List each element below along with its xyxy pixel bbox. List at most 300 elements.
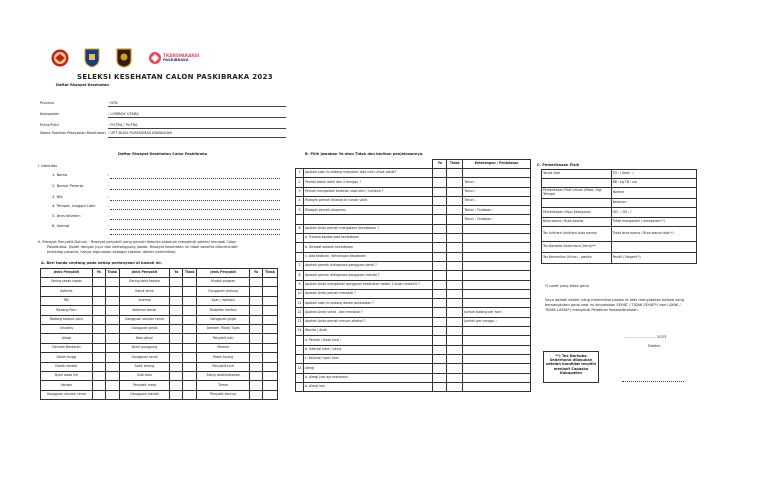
keterangan-field[interactable] [463, 224, 531, 233]
shield-logo [84, 48, 100, 68]
disease-name: Asthma [41, 287, 93, 296]
box-line: Kabupaten [559, 370, 583, 375]
tidak-checkbox[interactable] [447, 382, 463, 391]
identity-label: 6. Alamat [52, 224, 70, 228]
question-text: b. Interval haid / siklus [303, 345, 432, 354]
tidak-checkbox[interactable] [183, 278, 197, 287]
exam-table [541, 169, 697, 264]
disease-name: Sulit tidur [119, 371, 170, 380]
ya-checkbox[interactable] [250, 278, 263, 287]
keterangan-field[interactable] [463, 243, 531, 252]
ya-checkbox[interactable] [92, 287, 105, 296]
identity-label: 1. Nama [52, 173, 68, 177]
left-section-title: Daftar Riwayat Kesehatan Calon Paskibraka [118, 152, 208, 156]
tidak-checkbox[interactable] [447, 169, 463, 178]
question-text: Apakah Anda pernah minum alkohol ? [303, 317, 432, 326]
keterangan-field[interactable]: Tahun : Tindakan : [463, 215, 531, 224]
ya-checkbox[interactable] [92, 381, 105, 390]
keterangan-field[interactable]: Tahun : [463, 187, 531, 196]
tidak-checkbox[interactable] [447, 317, 463, 326]
keterangan-field[interactable] [463, 289, 531, 298]
ya-checkbox[interactable] [92, 315, 105, 324]
logo-text-2: PASKIBRAKA [163, 58, 189, 62]
ya-checkbox[interactable] [433, 327, 447, 336]
tidak-checkbox[interactable] [447, 261, 463, 270]
exam-label: Pemeriksaan Visus Ketajaman [542, 208, 612, 218]
disease-name: Gangguan jantung [197, 287, 250, 296]
right-heading: C. Pemeriksaan Fisik [537, 163, 580, 167]
tidak-checkbox[interactable] [262, 362, 277, 371]
disease-name: Patah tulang [197, 353, 250, 362]
keterangan-field[interactable] [463, 373, 531, 382]
ya-checkbox[interactable] [433, 187, 447, 196]
question-row [296, 234, 531, 243]
tidak-checkbox[interactable] [447, 336, 463, 345]
tidak-checkbox[interactable] [262, 287, 277, 296]
ya-checkbox[interactable] [433, 215, 447, 224]
ya-checkbox[interactable] [433, 206, 447, 215]
ya-checkbox[interactable] [92, 296, 105, 305]
ya-checkbox[interactable] [433, 252, 447, 261]
tidak-checkbox[interactable] [447, 299, 463, 308]
tidak-checkbox[interactable] [447, 354, 463, 363]
exam-value[interactable]: Tidak buta warna / Buta warna total *) [611, 227, 696, 242]
tidak-checkbox[interactable] [262, 306, 277, 315]
disease-name: Alergi obat/makanan [197, 371, 250, 380]
col-header-tidak: Tidak [447, 160, 463, 169]
disease-name: TBC [41, 296, 93, 305]
tidak-checkbox[interactable] [447, 187, 463, 196]
question-number [296, 336, 304, 345]
ya-checkbox[interactable] [92, 371, 105, 380]
meta-label: Putra/Putri [40, 123, 59, 127]
disease-name: Penyakit hati [197, 334, 250, 343]
question-number: 1 [296, 169, 304, 178]
ya-checkbox[interactable] [433, 224, 447, 233]
ya-checkbox[interactable] [433, 354, 447, 363]
question-row [296, 289, 531, 298]
question-number: 2 [296, 178, 304, 187]
meta-value: : UPT BLUD PUSKESMAS KAYANGAN [108, 131, 172, 135]
col-header: Tidak [262, 269, 277, 278]
ya-checkbox[interactable] [250, 343, 263, 352]
tidak-checkbox[interactable] [105, 381, 119, 390]
tidak-checkbox[interactable] [183, 324, 197, 333]
ya-checkbox[interactable] [433, 280, 447, 289]
question-number [296, 373, 304, 382]
keterangan-field[interactable] [463, 261, 531, 270]
ya-checkbox[interactable] [433, 234, 447, 243]
ya-checkbox[interactable] [250, 287, 263, 296]
ya-checkbox[interactable] [433, 196, 447, 205]
exam-row [542, 227, 697, 242]
question-row [296, 243, 531, 252]
meta-label: Provinsi [40, 101, 54, 105]
disease-name: Nyeri punggung [119, 343, 170, 352]
disease-name: Penyakit lainnya [197, 390, 250, 399]
table-row [41, 353, 278, 362]
tidak-checkbox[interactable] [447, 280, 463, 289]
question-row [296, 327, 531, 336]
tidak-checkbox[interactable] [447, 327, 463, 336]
table-row [41, 287, 278, 296]
disease-name: Gangguan mental [119, 390, 170, 399]
question-table-header [296, 160, 531, 169]
emblem-logo [115, 48, 133, 68]
history-paragraph-2: Paskibraka. (Isilah dengan jujur dan bertanggung jawab. Riwayat kesehatan ini tidak bersifat diskriminatif [47, 245, 238, 249]
ya-checkbox[interactable] [433, 261, 447, 270]
exam-value[interactable]: OD : / OS : / [611, 208, 696, 218]
tidak-checkbox[interactable] [183, 371, 197, 380]
disease-name: Demam Tifoid/ Tipes [197, 324, 250, 333]
question-text: c. Ada kelainan, kehilangan kesadaran [303, 252, 432, 261]
identity-value: : [108, 184, 110, 188]
tidak-checkbox[interactable] [183, 296, 197, 305]
ya-checkbox[interactable] [433, 345, 447, 354]
question-text: Apakah saat ini sedang menjalani diet rutin untuk sehat? [303, 169, 432, 178]
exam-row [542, 208, 697, 218]
keterangan-field[interactable]: Jumlah per minggu : [463, 317, 531, 326]
question-row [296, 187, 531, 196]
identity-value: : [108, 224, 110, 228]
tidak-checkbox[interactable] [262, 343, 277, 352]
ya-checkbox[interactable] [250, 353, 263, 362]
tidak-checkbox[interactable] [447, 289, 463, 298]
table-row [41, 315, 278, 324]
table-row [41, 306, 278, 315]
statement-line-3: TIDAK LAYAK*) mengikuti Pelatihan Kepaskibrakaan. [545, 308, 639, 312]
question-row [296, 261, 531, 270]
ya-checkbox[interactable] [170, 334, 183, 343]
keterangan-field[interactable] [463, 271, 531, 280]
tidak-checkbox[interactable] [183, 343, 197, 352]
tidak-checkbox[interactable] [447, 252, 463, 261]
keterangan-field[interactable] [463, 299, 531, 308]
ya-checkbox[interactable] [170, 343, 183, 352]
ya-checkbox[interactable] [250, 371, 263, 380]
tidak-checkbox[interactable] [447, 206, 463, 215]
disease-table-title: A. Beri tanda centang pada setiap pertanyaan di bawah ini. [41, 261, 162, 265]
question-text: a. Pernah / tidak haid : [303, 336, 432, 345]
table-row [41, 334, 278, 343]
tidak-checkbox[interactable] [105, 287, 119, 296]
tidak-checkbox[interactable] [183, 381, 197, 390]
exam-label: Tes Kehamilan (Urine) - wanita [542, 253, 612, 264]
ya-checkbox[interactable] [170, 287, 183, 296]
table-row [41, 278, 278, 287]
disease-name: Malaria [197, 343, 250, 352]
disease-name: Batu ginjal [119, 334, 170, 343]
question-row [296, 196, 531, 205]
ya-checkbox[interactable] [250, 381, 263, 390]
exam-label: Tes Narkoba Sederhana (Urine)** [542, 242, 612, 253]
ya-checkbox[interactable] [250, 315, 263, 324]
keterangan-field[interactable] [463, 345, 531, 354]
disease-name: Gangguan saluran cerna [119, 315, 170, 324]
ya-checkbox[interactable] [92, 306, 105, 315]
col-header: Tidak [105, 269, 119, 278]
middle-heading: B. Pilih jawaban Ya atau Tidak dan berikan penjelasannya. [305, 152, 424, 156]
exam-value[interactable] [611, 242, 696, 253]
ya-checkbox[interactable] [433, 169, 447, 178]
table-row [41, 390, 278, 399]
ya-checkbox[interactable] [92, 353, 105, 362]
question-row [296, 354, 531, 363]
question-text: Apakah Anda pernah merokok ? [303, 289, 432, 298]
ya-checkbox[interactable] [170, 353, 183, 362]
keterangan-field[interactable] [463, 382, 531, 391]
tidak-checkbox[interactable] [183, 390, 197, 399]
question-number: 10 [296, 289, 304, 298]
box-line: Sederhana dilakukan [549, 358, 593, 363]
ya-checkbox[interactable] [433, 382, 447, 391]
tidak-checkbox[interactable] [262, 381, 277, 390]
question-row [296, 169, 531, 178]
question-number: 8 [296, 271, 304, 280]
exam-row [542, 218, 697, 227]
keterangan-field[interactable]: Tahun : [463, 178, 531, 187]
ya-checkbox[interactable] [170, 324, 183, 333]
question-row [296, 373, 531, 382]
keterangan-field[interactable]: Tahun : Tindakan : [463, 206, 531, 215]
identity-label: 2. Nomor Peserta [52, 184, 84, 188]
tidak-checkbox[interactable] [105, 296, 119, 305]
question-number [296, 345, 304, 354]
tidak-checkbox[interactable] [183, 362, 197, 371]
ya-checkbox[interactable] [250, 324, 263, 333]
question-text: Pernah mengalami kelainan saat lahir / tumbuh ? [303, 187, 432, 196]
ya-checkbox[interactable] [250, 390, 263, 399]
question-row [296, 271, 531, 280]
tidak-checkbox[interactable] [262, 353, 277, 362]
tidak-checkbox[interactable] [262, 390, 277, 399]
exam-value[interactable]: Positif / Negatif *) [611, 253, 696, 264]
col-header: Ya [170, 269, 183, 278]
question-number [296, 234, 304, 243]
statement-line-1: Saya adalah dokter yang memeriksa pasien di atas menyatakan bahwa yang [545, 298, 685, 302]
question-text [303, 215, 432, 224]
tidak-checkbox[interactable] [105, 324, 119, 333]
ya-checkbox[interactable] [170, 381, 183, 390]
tidak-checkbox[interactable] [183, 334, 197, 343]
disease-name: Sering sesak napas [41, 278, 93, 287]
col-header: Jenis Penyakit [41, 269, 93, 278]
tidak-checkbox[interactable] [105, 390, 119, 399]
ya-checkbox[interactable] [433, 308, 447, 317]
tidak-checkbox[interactable] [105, 315, 119, 324]
tidak-checkbox[interactable] [447, 345, 463, 354]
tidak-checkbox[interactable] [183, 315, 197, 324]
tidak-checkbox[interactable] [105, 371, 119, 380]
disease-name: Darah rendah [41, 362, 93, 371]
ya-checkbox[interactable] [250, 296, 263, 305]
ya-checkbox[interactable] [170, 306, 183, 315]
question-row [296, 178, 531, 187]
tidak-checkbox[interactable] [447, 178, 463, 187]
disease-name: Gangguan sendi [119, 353, 170, 362]
keterangan-field[interactable] [463, 327, 531, 336]
ya-checkbox[interactable] [92, 334, 105, 343]
col-header: Tidak [183, 269, 197, 278]
keterangan-field[interactable] [463, 354, 531, 363]
tidak-checkbox[interactable] [262, 315, 277, 324]
question-number: 9 [296, 280, 304, 289]
disease-table-header [41, 269, 278, 278]
ya-checkbox[interactable] [170, 390, 183, 399]
table-row [41, 324, 278, 333]
tidak-checkbox[interactable] [262, 324, 277, 333]
question-row [296, 308, 531, 317]
keterangan-field[interactable] [463, 336, 531, 345]
keterangan-field[interactable]: Jumlah batang per hari : [463, 308, 531, 317]
tidak-checkbox[interactable] [183, 306, 197, 315]
tidak-checkbox[interactable] [262, 371, 277, 380]
question-row [296, 364, 531, 373]
keterangan-field[interactable] [463, 252, 531, 261]
ya-checkbox[interactable] [433, 299, 447, 308]
col-header: Jenis Penyakit [197, 269, 250, 278]
exam-row [542, 253, 697, 264]
tidak-checkbox[interactable] [105, 362, 119, 371]
exam-label: Buta warna / Buta parsial [542, 218, 612, 227]
question-number: 3 [296, 187, 304, 196]
table-row [41, 343, 278, 352]
tidak-checkbox[interactable] [447, 215, 463, 224]
disease-table [40, 268, 278, 400]
ya-checkbox[interactable] [250, 362, 263, 371]
ya-checkbox[interactable] [433, 364, 447, 373]
meta-label: Kabupaten [40, 112, 60, 116]
exam-label: Pemeriksaan Fisik Umum (Mata, Gigi, Telinga) [542, 188, 612, 199]
disease-name: Sakit kuning [119, 362, 170, 371]
ya-checkbox[interactable] [433, 373, 447, 382]
ya-checkbox[interactable] [170, 315, 183, 324]
question-number: 4 [296, 196, 304, 205]
ya-checkbox[interactable] [92, 324, 105, 333]
keterangan-field[interactable] [463, 280, 531, 289]
ya-checkbox[interactable] [170, 362, 183, 371]
question-text: Wanita / Anak [303, 327, 432, 336]
tidak-checkbox[interactable] [105, 343, 119, 352]
ya-checkbox[interactable] [433, 317, 447, 326]
ya-checkbox[interactable] [433, 178, 447, 187]
question-row [296, 336, 531, 345]
exam-value[interactable]: BB : kg TB : cm [611, 179, 696, 188]
ya-checkbox[interactable] [92, 343, 105, 352]
meta-value: : PUTRA / PUTRA [108, 123, 138, 127]
meta-value: : LOMBOK UTARA [108, 112, 139, 116]
question-number: 13 [296, 317, 304, 326]
tidak-checkbox[interactable] [183, 353, 197, 362]
table-row [41, 381, 278, 390]
question-number: 5 [296, 206, 304, 215]
ya-checkbox[interactable] [92, 362, 105, 371]
ya-checkbox[interactable] [250, 306, 263, 315]
question-number [296, 252, 304, 261]
page-subtitle: Daftar Riwayat Kesehatan [56, 83, 109, 87]
question-row [296, 224, 531, 233]
exam-value[interactable]: Tidak mengalami / mengalami *) [611, 218, 696, 227]
tidak-checkbox[interactable] [262, 334, 277, 343]
question-number [296, 354, 304, 363]
question-text: b. Alergi lain [303, 382, 432, 391]
ya-checkbox[interactable] [170, 296, 183, 305]
disease-name: Penyakit kulit [197, 362, 250, 371]
question-text: a. Trauma kepala saat kecelakaan [303, 234, 432, 243]
tidak-checkbox[interactable] [447, 243, 463, 252]
disease-name: Gangguan saluran cerna [41, 390, 93, 399]
ya-checkbox[interactable] [433, 243, 447, 252]
question-text: Apakah pernah didiagnosa gangguan sendi ? [303, 261, 432, 270]
question-row [296, 206, 531, 215]
ya-checkbox[interactable] [92, 278, 105, 287]
exam-value[interactable]: Normal [611, 188, 696, 199]
question-row [296, 299, 531, 308]
identity-value: : [108, 195, 110, 199]
keterangan-field[interactable]: Tahun : [463, 196, 531, 205]
disease-name: Radang Paru [41, 306, 93, 315]
tidak-checkbox[interactable] [105, 334, 119, 343]
tidak-checkbox[interactable] [447, 224, 463, 233]
disease-name: Varises [41, 381, 93, 390]
tidak-checkbox[interactable] [447, 308, 463, 317]
tidak-checkbox[interactable] [447, 271, 463, 280]
disease-name: Sinusitis [41, 324, 93, 333]
tidak-checkbox[interactable] [105, 306, 119, 315]
exam-value[interactable]: Kelainan : [611, 199, 696, 208]
ya-checkbox[interactable] [250, 334, 263, 343]
tidak-checkbox[interactable] [183, 287, 197, 296]
tidak-checkbox[interactable] [262, 296, 277, 305]
transparansi-logo [148, 51, 200, 65]
ya-checkbox[interactable] [92, 390, 105, 399]
keterangan-field[interactable] [463, 169, 531, 178]
tidak-checkbox[interactable] [447, 196, 463, 205]
ya-checkbox[interactable] [433, 336, 447, 345]
question-text: Apakah saat ini sedang dalam perawatan ? [303, 299, 432, 308]
table-row [41, 296, 278, 305]
exam-label [542, 199, 612, 208]
history-paragraph-3: terhadap peserta, hanya digunakan sebagai catatan dokter pemeriksa) [47, 250, 176, 254]
keterangan-field[interactable] [463, 364, 531, 373]
ya-checkbox[interactable] [170, 371, 183, 380]
tidak-checkbox[interactable] [447, 364, 463, 373]
tidak-checkbox[interactable] [447, 234, 463, 243]
tidak-checkbox[interactable] [262, 278, 277, 287]
exam-value[interactable]: TD : / Nadi : / [611, 170, 696, 179]
tidak-checkbox[interactable] [105, 278, 119, 287]
question-text: Pernah batuk lebih dari 2 minggu ? [303, 178, 432, 187]
tidak-checkbox[interactable] [105, 353, 119, 362]
tidak-checkbox[interactable] [447, 373, 463, 382]
question-text: c. Keluhan nyeri haid [303, 354, 432, 363]
narkoba-note-box [543, 351, 599, 383]
history-paragraph-1: II. Riwayat Penyakit Dahulu : Riwayat penyakit yang pernah diderita sebelum mengikuti seleksi menjadi Calon [38, 240, 237, 244]
ya-checkbox[interactable] [433, 271, 447, 280]
keterangan-field[interactable] [463, 234, 531, 243]
question-number: 12 [296, 308, 304, 317]
disease-name: Penyakit mata [119, 381, 170, 390]
disease-name: Nyeri dada kiri [41, 371, 93, 380]
exam-row [542, 188, 697, 199]
box-line: menjadi Capaska [553, 366, 589, 371]
ya-checkbox[interactable] [170, 278, 183, 287]
doctor-label: Dokter, [648, 344, 662, 348]
ya-checkbox[interactable] [433, 289, 447, 298]
exam-row [542, 179, 697, 188]
disease-name: Gangguan ginjal [119, 324, 170, 333]
identity-value: : [108, 214, 110, 218]
